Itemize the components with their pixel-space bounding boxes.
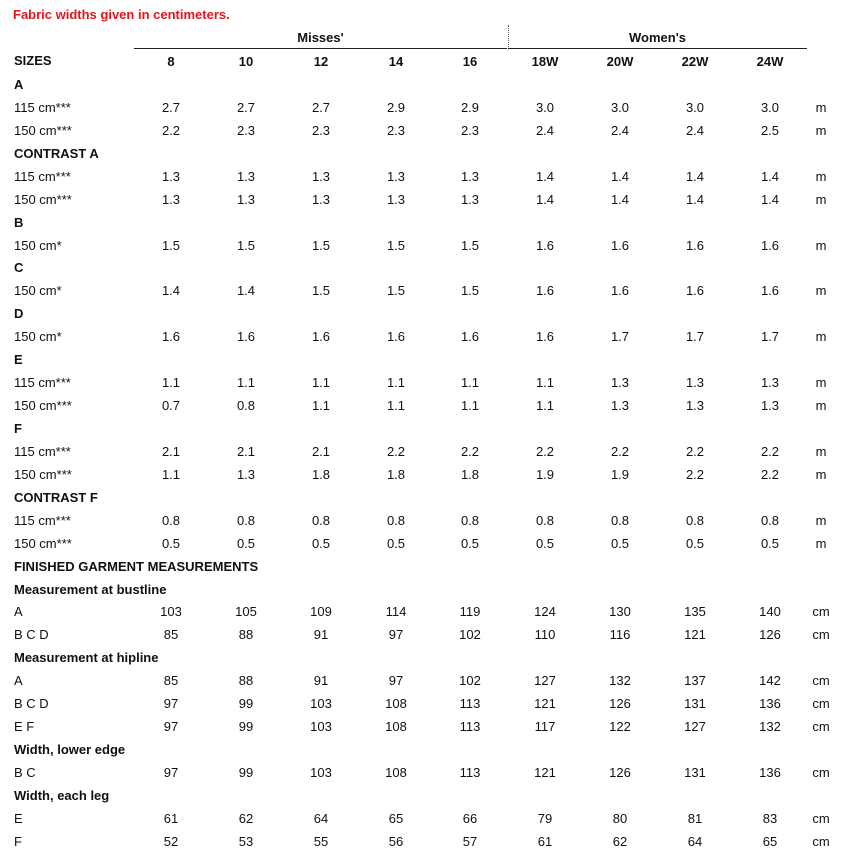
- unit-label: m: [815, 99, 827, 115]
- size-header: 22W: [681, 54, 709, 69]
- row-label: 150 cm***: [14, 466, 72, 482]
- value-cell: 91: [313, 673, 329, 689]
- size-header: 10: [238, 54, 254, 69]
- row-label: E: [14, 810, 23, 826]
- value-cell: 2.1: [311, 443, 331, 459]
- unit-label: cm: [812, 764, 830, 780]
- unit-label: m: [815, 191, 827, 207]
- section-heading: Width, lower edge: [14, 742, 126, 757]
- value-cell: 99: [238, 719, 254, 734]
- value-cell: 1.7: [685, 329, 705, 345]
- value-cell: 2.7: [161, 99, 181, 115]
- value-cell: 2.3: [386, 122, 406, 138]
- value-cell: 62: [612, 833, 628, 849]
- value-cell: 1.4: [610, 168, 630, 184]
- unit-label: cm: [812, 833, 830, 849]
- value-cell: 0.5: [460, 535, 480, 551]
- value-cell: 91: [313, 627, 329, 643]
- value-cell: 1.1: [386, 398, 406, 413]
- value-cell: 130: [609, 604, 631, 620]
- value-cell: 1.4: [610, 191, 630, 207]
- value-cell: 2.7: [236, 99, 256, 115]
- value-cell: 1.5: [386, 283, 406, 299]
- row-label: 115 cm***: [14, 512, 71, 528]
- unit-label: m: [815, 512, 827, 528]
- value-cell: 83: [762, 810, 778, 826]
- value-cell: 1.6: [535, 237, 555, 253]
- unit-label: m: [815, 398, 827, 413]
- value-cell: 110: [534, 627, 556, 643]
- table-row: [0, 534, 842, 554]
- value-cell: 80: [612, 810, 628, 826]
- unit-label: m: [815, 168, 827, 184]
- value-cell: 113: [459, 719, 481, 734]
- value-cell: 61: [163, 810, 179, 826]
- value-cell: 1.4: [535, 191, 555, 207]
- value-cell: 0.8: [236, 398, 256, 413]
- size-header: 20W: [606, 54, 634, 69]
- unit-label: m: [815, 283, 827, 299]
- value-cell: 1.4: [535, 168, 555, 184]
- value-cell: 2.4: [685, 122, 705, 138]
- unit-label: m: [815, 466, 827, 482]
- table-row: [0, 190, 842, 210]
- value-cell: 61: [537, 833, 553, 849]
- value-cell: 1.3: [685, 375, 705, 391]
- value-cell: 1.3: [161, 191, 181, 207]
- value-cell: 136: [759, 764, 781, 780]
- value-cell: 1.6: [535, 329, 555, 345]
- value-cell: 1.5: [311, 283, 331, 299]
- value-cell: 0.5: [161, 535, 181, 551]
- value-cell: 2.3: [311, 122, 331, 138]
- value-cell: 137: [684, 673, 706, 689]
- row-label: F: [14, 833, 22, 849]
- size-header: 16: [462, 54, 478, 69]
- section-heading: Measurement at bustline: [14, 581, 167, 597]
- value-cell: 55: [313, 833, 329, 849]
- value-cell: 105: [235, 604, 257, 620]
- value-cell: 64: [687, 833, 703, 849]
- value-cell: 1.6: [685, 283, 705, 299]
- section-heading-row: [0, 213, 842, 233]
- sizes-header-row: [0, 52, 842, 72]
- table-row: [0, 121, 842, 141]
- value-cell: 65: [762, 833, 778, 849]
- value-cell: 1.3: [610, 375, 630, 391]
- table-row: [0, 98, 842, 118]
- row-label: A: [14, 604, 23, 620]
- section-heading: E: [14, 352, 23, 368]
- value-cell: 1.3: [386, 191, 406, 207]
- value-cell: 99: [238, 764, 254, 780]
- womens-rule: [508, 48, 807, 49]
- value-cell: 97: [388, 627, 404, 643]
- value-cell: 103: [310, 696, 332, 712]
- value-cell: 3.0: [760, 99, 780, 115]
- value-cell: 2.4: [535, 122, 555, 138]
- row-label: B C D: [14, 696, 49, 712]
- section-heading: Width, each leg: [14, 787, 110, 803]
- value-cell: 1.6: [685, 237, 705, 253]
- value-cell: 126: [759, 627, 781, 643]
- row-label: 150 cm*: [14, 329, 62, 345]
- value-cell: 131: [684, 696, 706, 712]
- value-cell: 81: [687, 810, 703, 826]
- value-cell: 1.3: [460, 168, 480, 184]
- value-cell: 1.6: [386, 329, 406, 345]
- section-heading: FINISHED GARMENT MEASUREMENTS: [14, 558, 259, 574]
- value-cell: 119: [459, 604, 481, 620]
- row-label: 115 cm***: [14, 168, 71, 184]
- unit-label: m: [815, 122, 827, 138]
- row-label: 115 cm***: [14, 99, 71, 115]
- value-cell: 0.8: [760, 512, 780, 528]
- value-cell: 1.5: [386, 237, 406, 253]
- value-cell: 2.3: [236, 122, 256, 138]
- size-header: 24W: [756, 54, 784, 69]
- section-heading-row: [0, 488, 842, 508]
- value-cell: 1.5: [460, 283, 480, 299]
- value-cell: 1.1: [161, 375, 181, 391]
- value-cell: 3.0: [535, 99, 555, 115]
- value-cell: 0.5: [236, 535, 256, 551]
- value-cell: 1.3: [386, 168, 406, 184]
- table-row: [0, 602, 842, 622]
- unit-label: cm: [812, 810, 830, 826]
- value-cell: 62: [238, 810, 254, 826]
- value-cell: 117: [534, 719, 556, 734]
- value-cell: 52: [163, 833, 179, 849]
- value-cell: 1.5: [460, 237, 480, 253]
- section-heading-row: [0, 648, 842, 668]
- value-cell: 1.3: [236, 168, 256, 184]
- section-heading-row: [0, 557, 842, 577]
- row-label: 150 cm***: [14, 191, 72, 207]
- unit-label: m: [815, 329, 827, 345]
- value-cell: 1.6: [760, 237, 780, 253]
- row-label: 150 cm***: [14, 122, 72, 138]
- table-row: [0, 442, 842, 462]
- value-cell: 2.1: [236, 443, 256, 459]
- value-cell: 0.8: [685, 512, 705, 528]
- row-label: 150 cm***: [14, 398, 72, 413]
- value-cell: 127: [684, 719, 706, 734]
- section-heading-row: [0, 740, 842, 760]
- value-cell: 1.1: [535, 375, 555, 391]
- value-cell: 1.3: [311, 191, 331, 207]
- unit-label: cm: [812, 673, 830, 689]
- value-cell: 2.2: [460, 443, 480, 459]
- section-heading: D: [14, 306, 24, 322]
- value-cell: 1.7: [610, 329, 630, 345]
- value-cell: 136: [759, 696, 781, 712]
- value-cell: 0.8: [161, 512, 181, 528]
- value-cell: 1.1: [460, 375, 480, 391]
- value-cell: 79: [537, 810, 553, 826]
- table-row: [0, 281, 842, 301]
- row-label: 115 cm***: [14, 443, 71, 459]
- size-header: 8: [167, 54, 175, 69]
- value-cell: 103: [310, 764, 332, 780]
- value-cell: 1.7: [760, 329, 780, 345]
- value-cell: 140: [759, 604, 781, 620]
- value-cell: 1.1: [535, 398, 555, 413]
- table-row: [0, 327, 842, 347]
- section-heading: Measurement at hipline: [14, 650, 159, 666]
- value-cell: 121: [534, 764, 556, 780]
- fabric-width-note: Fabric widths given in centimeters.: [13, 7, 230, 22]
- value-cell: 85: [163, 673, 179, 689]
- value-cell: 1.6: [460, 329, 480, 345]
- value-cell: 2.2: [161, 122, 181, 138]
- section-heading-row: [0, 580, 842, 600]
- size-header: 14: [388, 54, 404, 69]
- value-cell: 124: [534, 604, 556, 620]
- value-cell: 1.8: [386, 466, 406, 482]
- value-cell: 113: [459, 696, 481, 712]
- value-cell: 1.1: [386, 375, 406, 391]
- value-cell: 88: [238, 673, 254, 689]
- value-cell: 2.7: [311, 99, 331, 115]
- value-cell: 97: [163, 696, 179, 712]
- size-header: 18W: [531, 54, 559, 69]
- value-cell: 103: [310, 719, 332, 734]
- value-cell: 121: [534, 696, 556, 712]
- value-cell: 114: [385, 604, 407, 620]
- value-cell: 64: [313, 810, 329, 826]
- value-cell: 2.5: [760, 122, 780, 138]
- value-cell: 1.3: [460, 191, 480, 207]
- unit-label: cm: [812, 627, 830, 643]
- value-cell: 121: [684, 627, 706, 643]
- row-label: 150 cm***: [14, 535, 72, 551]
- value-cell: 126: [609, 696, 631, 712]
- value-cell: 108: [385, 719, 407, 734]
- value-cell: 1.8: [311, 466, 331, 482]
- section-heading: C: [14, 260, 24, 276]
- value-cell: 1.6: [610, 283, 630, 299]
- table-row: [0, 511, 842, 531]
- value-cell: 1.6: [311, 329, 331, 345]
- value-cell: 1.3: [236, 191, 256, 207]
- section-heading: B: [14, 214, 24, 230]
- value-cell: 0.5: [610, 535, 630, 551]
- value-cell: 1.6: [161, 329, 181, 345]
- unit-label: cm: [812, 604, 830, 620]
- value-cell: 1.6: [535, 283, 555, 299]
- value-cell: 1.4: [685, 191, 705, 207]
- value-cell: 108: [385, 764, 407, 780]
- unit-label: m: [815, 375, 827, 391]
- value-cell: 1.3: [760, 375, 780, 391]
- value-cell: 0.5: [386, 535, 406, 551]
- value-cell: 1.6: [236, 329, 256, 345]
- table-row: [0, 396, 842, 416]
- value-cell: 0.8: [460, 512, 480, 528]
- value-cell: 1.5: [311, 237, 331, 253]
- unit-label: m: [815, 443, 827, 459]
- section-heading: A: [14, 77, 24, 92]
- value-cell: 1.4: [161, 283, 181, 299]
- row-label: E F: [14, 719, 35, 734]
- table-row: [0, 809, 842, 829]
- value-cell: 127: [534, 673, 556, 689]
- unit-label: m: [815, 237, 827, 253]
- value-cell: 1.3: [610, 398, 630, 413]
- size-header: 12: [313, 54, 329, 69]
- value-cell: 116: [609, 627, 631, 643]
- value-cell: 1.1: [311, 398, 331, 413]
- sizes-label: SIZES: [14, 53, 52, 68]
- value-cell: 97: [163, 764, 179, 780]
- row-label: B C: [14, 764, 36, 780]
- value-cell: 2.2: [760, 466, 780, 482]
- value-cell: 1.1: [236, 375, 256, 391]
- value-cell: 122: [609, 719, 631, 734]
- value-cell: 102: [459, 673, 481, 689]
- unit-label: cm: [812, 696, 830, 712]
- value-cell: 1.6: [760, 283, 780, 299]
- value-cell: 2.2: [535, 443, 555, 459]
- value-cell: 1.4: [685, 168, 705, 184]
- value-cell: 56: [388, 833, 404, 849]
- value-cell: 1.3: [161, 168, 181, 184]
- value-cell: 126: [609, 764, 631, 780]
- row-label: B C D: [14, 627, 49, 643]
- value-cell: 1.1: [161, 466, 181, 482]
- unit-label: m: [815, 535, 827, 551]
- value-cell: 0.8: [610, 512, 630, 528]
- table-row: [0, 717, 842, 737]
- value-cell: 1.5: [236, 237, 256, 253]
- value-cell: 2.2: [685, 443, 705, 459]
- value-cell: 103: [160, 604, 182, 620]
- value-cell: 99: [238, 696, 254, 712]
- value-cell: 1.4: [760, 191, 780, 207]
- table-row: [0, 167, 842, 187]
- value-cell: 1.8: [460, 466, 480, 482]
- group-label-womens: Women's: [628, 30, 687, 45]
- value-cell: 1.3: [311, 168, 331, 184]
- unit-label: cm: [812, 719, 830, 734]
- value-cell: 1.4: [236, 283, 256, 299]
- table-row: [0, 832, 842, 852]
- value-cell: 88: [238, 627, 254, 643]
- value-cell: 1.1: [311, 375, 331, 391]
- section-heading-row: [0, 304, 842, 324]
- value-cell: 132: [759, 719, 781, 734]
- value-cell: 135: [684, 604, 706, 620]
- value-cell: 0.8: [386, 512, 406, 528]
- value-cell: 57: [462, 833, 478, 849]
- value-cell: 85: [163, 627, 179, 643]
- value-cell: 132: [609, 673, 631, 689]
- value-cell: 2.2: [386, 443, 406, 459]
- value-cell: 1.3: [685, 398, 705, 413]
- row-label: 115 cm***: [14, 375, 71, 391]
- section-heading-row: [0, 258, 842, 278]
- value-cell: 142: [759, 673, 781, 689]
- value-cell: 2.2: [610, 443, 630, 459]
- value-cell: 1.9: [610, 466, 630, 482]
- value-cell: 2.2: [760, 443, 780, 459]
- value-cell: 0.5: [535, 535, 555, 551]
- row-label: 150 cm*: [14, 237, 62, 253]
- misses-rule: [134, 48, 507, 49]
- table-row: [0, 625, 842, 645]
- group-label-misses: Misses': [297, 30, 344, 45]
- value-cell: 65: [388, 810, 404, 826]
- value-cell: 2.2: [685, 466, 705, 482]
- section-heading-row: [0, 75, 842, 95]
- row-label: 150 cm*: [14, 283, 62, 299]
- value-cell: 1.6: [610, 237, 630, 253]
- value-cell: 2.9: [386, 99, 406, 115]
- section-heading: CONTRAST A: [14, 145, 99, 161]
- table-row: [0, 763, 842, 783]
- value-cell: 1.1: [460, 398, 480, 413]
- table-row: [0, 373, 842, 393]
- value-cell: 109: [310, 604, 332, 620]
- value-cell: 1.3: [760, 398, 780, 413]
- section-heading: F: [14, 420, 22, 436]
- section-heading-row: [0, 144, 842, 164]
- value-cell: 0.5: [685, 535, 705, 551]
- value-cell: 2.4: [610, 122, 630, 138]
- table-row: [0, 671, 842, 691]
- row-label: A: [14, 673, 23, 689]
- value-cell: 0.7: [161, 398, 181, 413]
- value-cell: 0.8: [236, 512, 256, 528]
- value-cell: 0.8: [311, 512, 331, 528]
- value-cell: 97: [163, 719, 179, 734]
- section-heading-row: [0, 419, 842, 439]
- value-cell: 53: [238, 833, 254, 849]
- section-heading-row: [0, 786, 842, 806]
- group-divider: [508, 25, 509, 47]
- value-cell: 1.9: [535, 466, 555, 482]
- value-cell: 2.1: [161, 443, 181, 459]
- value-cell: 0.8: [535, 512, 555, 528]
- section-heading: CONTRAST F: [14, 489, 98, 505]
- table-row: [0, 465, 842, 485]
- section-heading-row: [0, 350, 842, 370]
- value-cell: 0.5: [311, 535, 331, 551]
- value-cell: 0.5: [760, 535, 780, 551]
- value-cell: 1.3: [236, 466, 256, 482]
- value-cell: 3.0: [685, 99, 705, 115]
- value-cell: 66: [462, 810, 478, 826]
- value-cell: 2.9: [460, 99, 480, 115]
- value-cell: 102: [459, 627, 481, 643]
- table-row: [0, 236, 842, 256]
- value-cell: 1.5: [161, 237, 181, 253]
- value-cell: 1.4: [760, 168, 780, 184]
- value-cell: 3.0: [610, 99, 630, 115]
- table-row: [0, 694, 842, 714]
- value-cell: 113: [459, 764, 481, 780]
- value-cell: 108: [385, 696, 407, 712]
- value-cell: 131: [684, 764, 706, 780]
- value-cell: 2.3: [460, 122, 480, 138]
- value-cell: 97: [388, 673, 404, 689]
